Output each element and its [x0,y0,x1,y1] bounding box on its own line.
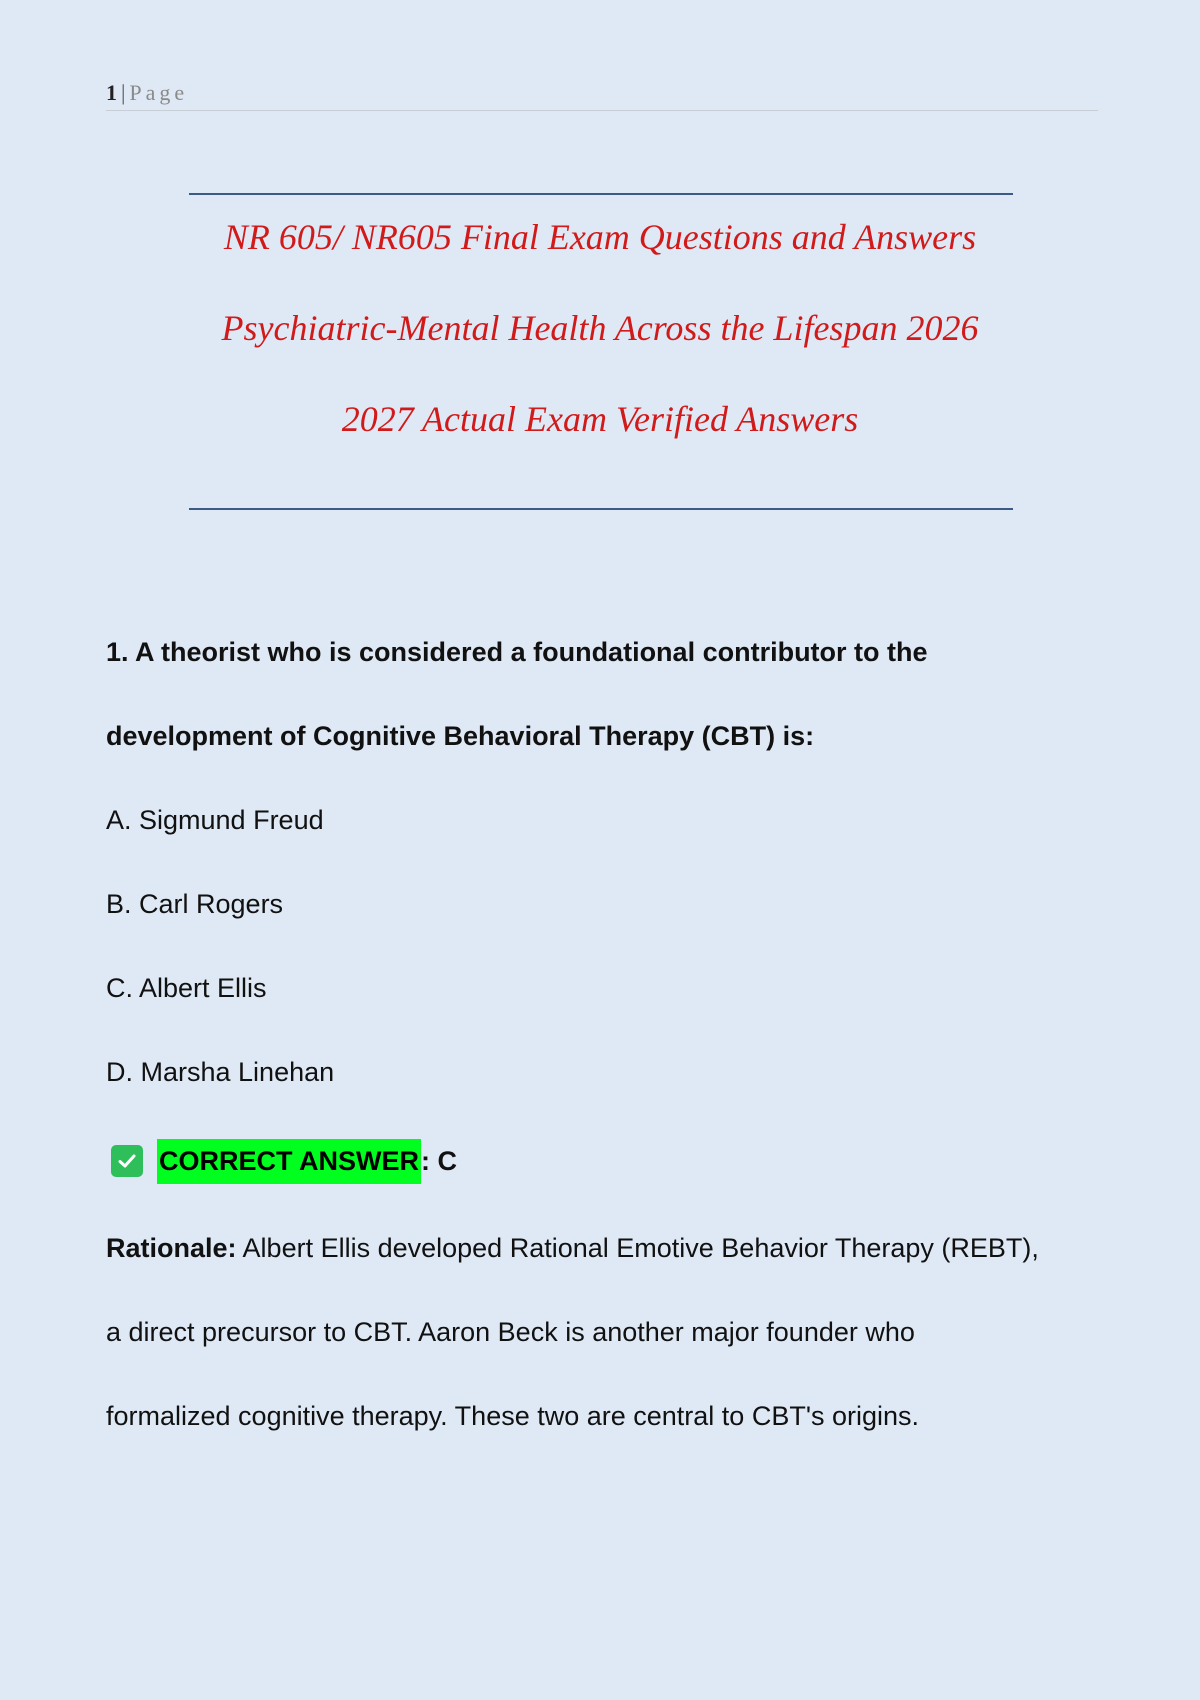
rationale-text-1: Albert Ellis developed Rational Emotive Behavior Therapy (REBT), [236,1233,1039,1263]
rationale-line-3: formalized cognitive therapy. These two are central to CBT's origins. [106,1401,920,1431]
option-d: D. Marsha Linehan [106,1057,335,1087]
question-line-1: 1. A theorist who is considered a foundational contributor to the [106,637,928,667]
rationale-label: Rationale: [106,1233,237,1263]
rationale-line-2: a direct precursor to CBT. Aaron Beck is another major founder who [106,1317,915,1347]
option-b: B. Carl Rogers [106,889,284,919]
page-number: 1 [106,80,117,105]
page-separator: | [121,80,126,105]
rationale-line-1 [106,1233,1039,1264]
page-header [106,80,1098,111]
title-line-3: 2027 Actual Exam Verified Answers [341,399,859,439]
correct-answer-value: : C [421,1145,457,1176]
title-line-2: Psychiatric-Mental Health Across the Lifespan 2026 [221,308,979,348]
title-rule-top [189,193,1013,195]
title-rule-bottom [189,508,1013,510]
title-line-1: NR 605/ NR605 Final Exam Questions and Answers [223,217,977,257]
page-label: Page [129,80,189,105]
check-icon [111,1145,143,1177]
correct-answer-row [111,1137,457,1185]
option-a: A. Sigmund Freud [106,805,324,835]
option-c: C. Albert Ellis [106,973,267,1003]
question-line-2: development of Cognitive Behavioral Therapy (CBT) is: [106,721,815,751]
correct-answer-label: CORRECT ANSWER [157,1139,421,1184]
